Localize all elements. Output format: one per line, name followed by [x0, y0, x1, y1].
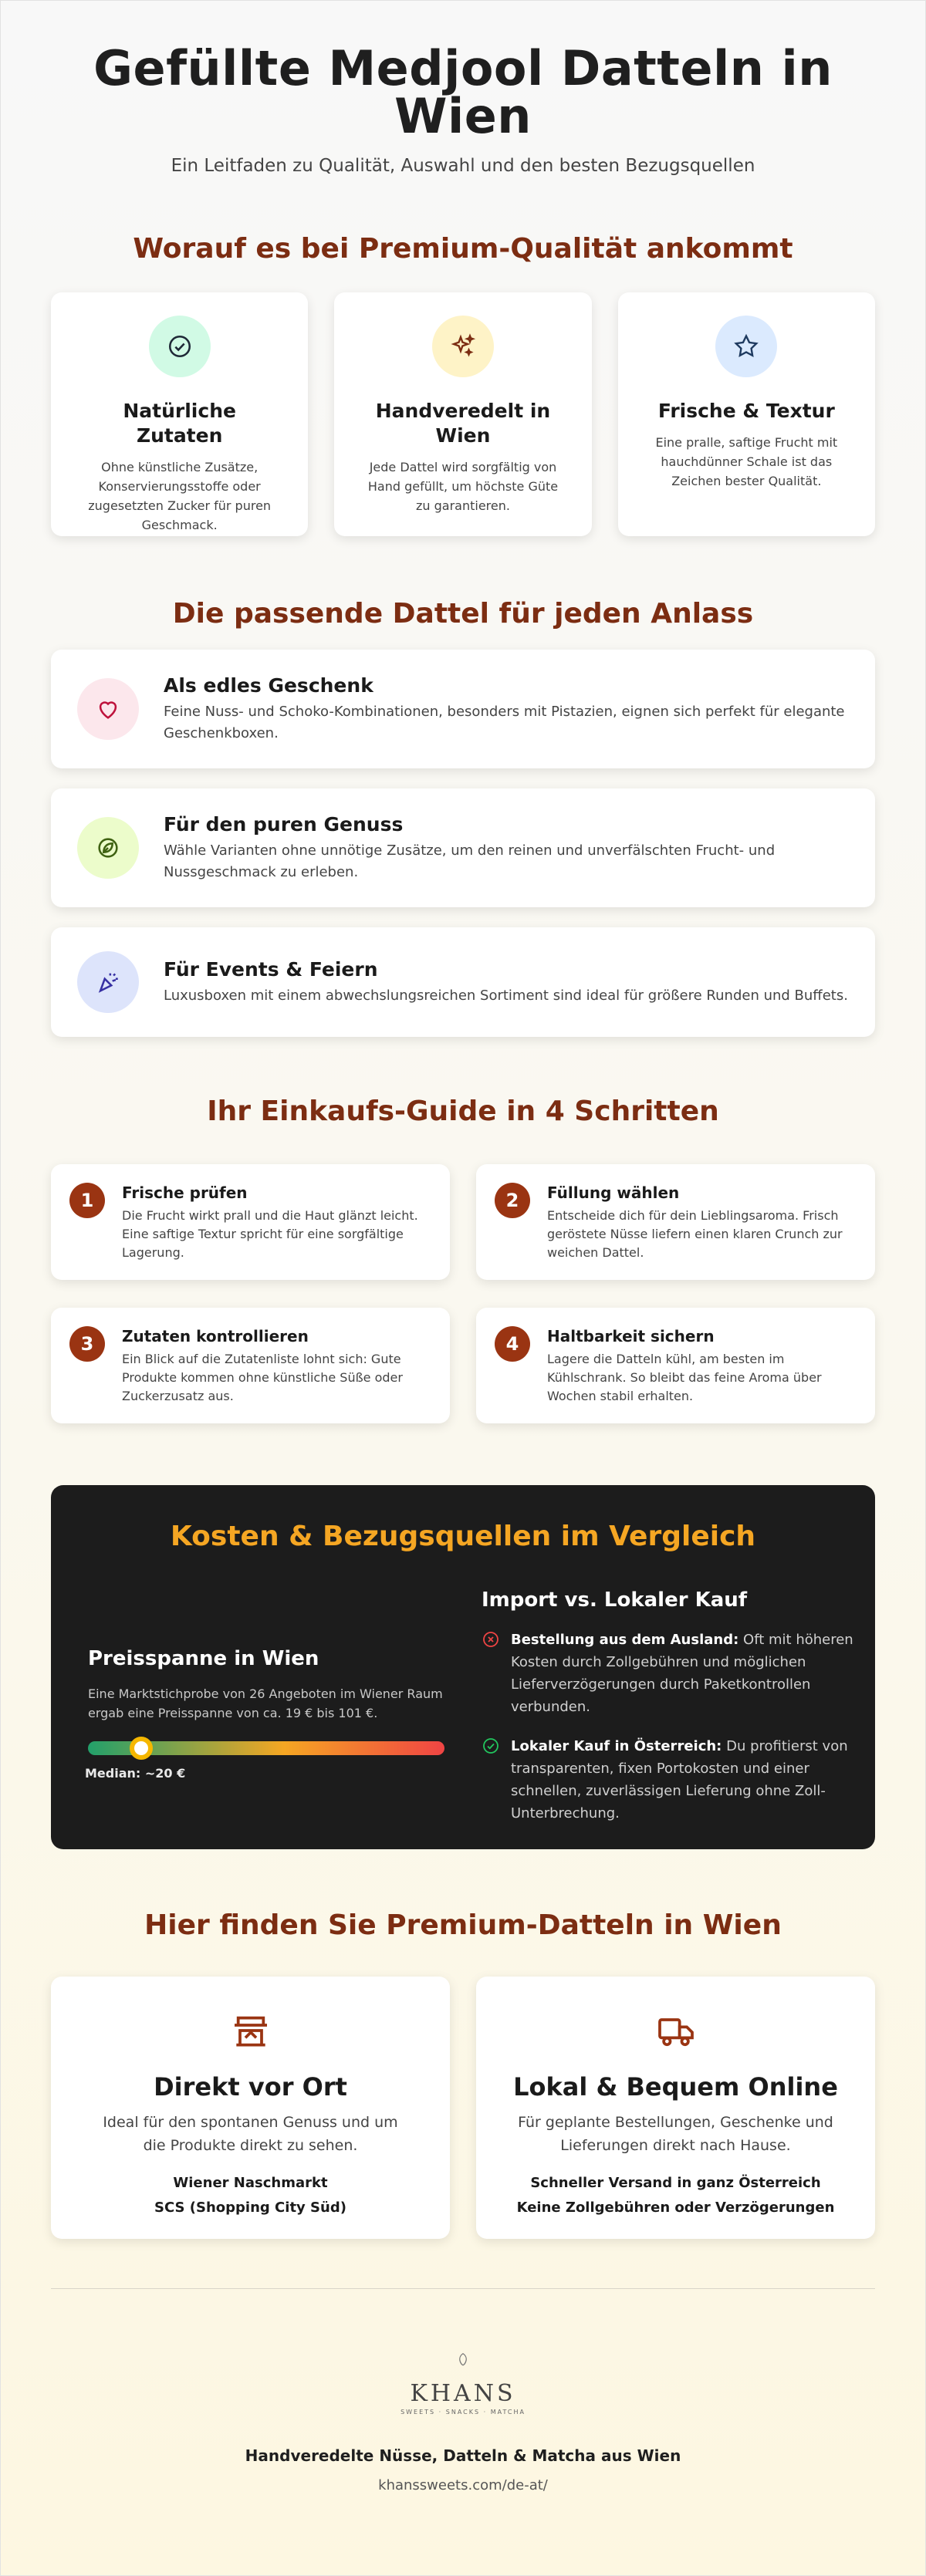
quality-card-natural: [51, 292, 308, 536]
median-marker: [130, 1737, 153, 1760]
quality-card-freshness: [618, 292, 875, 536]
footer-claim: Handveredelte Nüsse, Datteln & Matcha aus Wien: [245, 2446, 681, 2465]
quality-card-title: Natürliche Zutaten: [123, 400, 236, 447]
compare-import: [482, 1629, 867, 1718]
occasion-title: Für Events & Feiern: [164, 957, 378, 981]
occasion-text: Feine Nuss- und Schoko-Kombinationen, besonders mit Pistazien, eignen sich perfekt für elegante Geschenkboxen.: [164, 703, 845, 741]
page-subtitle: Ein Leitfaden zu Qualität, Auswahl und den besten Bezugsquellen: [171, 156, 755, 176]
cost-comparison: [51, 1485, 875, 1849]
price-range-text: Eine Marktstichprobe von 26 Angeboten im Wiener Raum ergab eine Preisspanne von ca. 19 € bis 101 €.: [88, 1686, 443, 1720]
where-card-title: Direkt vor Ort: [154, 2072, 347, 2102]
logo-tagline: SWEETS · SNACKS · MATCHA: [400, 2409, 526, 2416]
guide-step-1: [51, 1164, 450, 1280]
footer: [51, 2289, 875, 2493]
occasions-list: [51, 650, 875, 1037]
compare-local-label: Lokaler Kauf in Österreich:: [511, 1738, 722, 1754]
step-number: 2: [495, 1183, 530, 1218]
quality-card-title: Handveredelt in Wien: [375, 400, 551, 447]
step-title: Füllung wählen: [547, 1183, 680, 1202]
step-text: Die Frucht wirkt prall und die Haut glänzt leicht. Eine saftige Textur spricht für eine sorgfältige Lagerung.: [122, 1208, 418, 1260]
compare-import-text: [511, 1629, 867, 1718]
market-stall-icon: [51, 2009, 450, 2055]
compare-import-label: Bestellung aus dem Ausland:: [511, 1632, 739, 1648]
compare-local-desc: Du profitierst von transparenten, fixen Portokosten und einer schnellen, zuverlässigen Lieferung ohne Zoll-Unterbrechung.: [511, 1738, 848, 1821]
logo-text: KHANS: [410, 2380, 516, 2407]
heart-icon: [77, 678, 139, 740]
import-vs-local-title: Import vs. Lokaler Kauf: [482, 1588, 748, 1612]
page-title: Gefüllte Medjool Datteln in Wien: [93, 40, 833, 144]
step-text: Entscheide dich für dein Lieblingsaroma. Frisch geröstete Nüsse liefern einen klaren Crunch zur weichen Dattel.: [547, 1208, 843, 1260]
occasion-gift: [51, 650, 875, 768]
sparkles-icon: [432, 316, 494, 377]
occasion-title: Für den puren Genuss: [164, 812, 404, 836]
step-text: Lagere die Datteln kühl, am besten im Kühlschrank. So bleibt das feine Aroma über Wochen stabil erhalten.: [547, 1352, 822, 1403]
where-cards: [51, 1977, 875, 2239]
where-card-title: Lokal & Bequem Online: [513, 2072, 838, 2102]
occasions-title: Die passende Dattel für jeden Anlass: [172, 598, 754, 630]
where-card-online: [476, 1977, 875, 2239]
median-label: Median: ~20 €: [85, 1766, 186, 1781]
price-range-title: Preisspanne in Wien: [88, 1647, 319, 1670]
online-benefit-shipping: Schneller Versand in ganz Österreich: [530, 2175, 821, 2191]
occasion-text: Luxusboxen mit einem abwechslungsreichen Sortiment sind ideal für größere Runden und Buffets.: [164, 987, 848, 1004]
compare-import-desc: Oft mit höheren Kosten durch Zollgebühren und möglichen Lieferverzögerungen durch Paketkontrollen verbunden.: [511, 1632, 853, 1715]
occasion-events: [51, 927, 875, 1037]
delivery-truck-icon: [476, 2009, 875, 2055]
step-text: Ein Blick auf die Zutatenliste lohnt sich: Gute Produkte kommen ohne künstliche Süße oder Zuckerzusatz aus.: [122, 1352, 403, 1403]
party-icon: [77, 951, 139, 1013]
occasion-text: Wähle Varianten ohne unnötige Zusätze, um den reinen und unverfälschten Frucht- und Nussgeschmack zu erleben.: [164, 842, 776, 880]
guide-step-4: [476, 1308, 875, 1423]
x-circle-icon: [482, 1630, 502, 1718]
online-benefit-customs: Keine Zollgebühren oder Verzögerungen: [516, 2200, 835, 2216]
guide-step-2: [476, 1164, 875, 1280]
step-title: Zutaten kontrollieren: [122, 1327, 309, 1345]
quality-card-title: Frische & Textur: [657, 400, 835, 422]
where-card-text: Für geplante Bestellungen, Geschenke und Lieferungen direkt nach Hause.: [518, 2114, 833, 2154]
where-card-local: [51, 1977, 450, 2239]
step-number: 4: [495, 1326, 530, 1362]
import-vs-local: [482, 1588, 867, 1825]
occasion-title: Als edles Geschenk: [164, 674, 373, 697]
check-circle-icon: [482, 1737, 502, 1825]
quality-card-text: Eine pralle, saftige Frucht mit hauchdünner Schale ist das Zeichen bester Qualität.: [655, 435, 838, 488]
hero: [51, 0, 875, 176]
footer-url-link[interactable]: khanssweets.com/de-at/: [378, 2477, 548, 2493]
step-number: 1: [69, 1183, 105, 1218]
logo[interactable]: [51, 2351, 875, 2416]
compare-local-text: [511, 1735, 867, 1825]
quality-card-text: Ohne künstliche Zusätze, Konservierungsstoffe oder zugesetzten Zucker für puren Geschmack.: [88, 460, 272, 532]
price-range: [85, 1647, 444, 1781]
occasion-pure: [51, 788, 875, 907]
guide-title: Ihr Einkaufs-Guide in 4 Schritten: [207, 1096, 719, 1127]
star-icon: [715, 316, 777, 377]
compare-local: [482, 1735, 867, 1825]
quality-cards: [51, 292, 875, 536]
quality-card-text: Jede Dattel wird sorgfältig von Hand gefüllt, um höchste Güte zu garantieren.: [367, 460, 559, 513]
step-number: 3: [69, 1326, 105, 1362]
guide-step-3: [51, 1308, 450, 1423]
step-title: Haltbarkeit sichern: [547, 1327, 715, 1345]
cost-title: Kosten & Bezugsquellen im Vergleich: [170, 1521, 756, 1552]
where-card-text: Ideal für den spontanen Genuss und um die Produkte direkt zu sehen.: [103, 2114, 398, 2154]
leaf-icon: [77, 817, 139, 879]
price-range-bar: [88, 1741, 444, 1755]
check-circle-icon: [149, 316, 211, 377]
guide-steps: [51, 1164, 875, 1423]
location-scs: SCS (Shopping City Süd): [154, 2200, 346, 2216]
step-title: Frische prüfen: [122, 1183, 248, 1202]
quality-title: Worauf es bei Premium-Qualität ankommt: [133, 233, 793, 265]
quality-card-handmade: [334, 292, 591, 536]
location-naschmarkt: Wiener Naschmarkt: [173, 2175, 328, 2191]
where-title: Hier finden Sie Premium-Datteln in Wien: [144, 1909, 782, 1941]
